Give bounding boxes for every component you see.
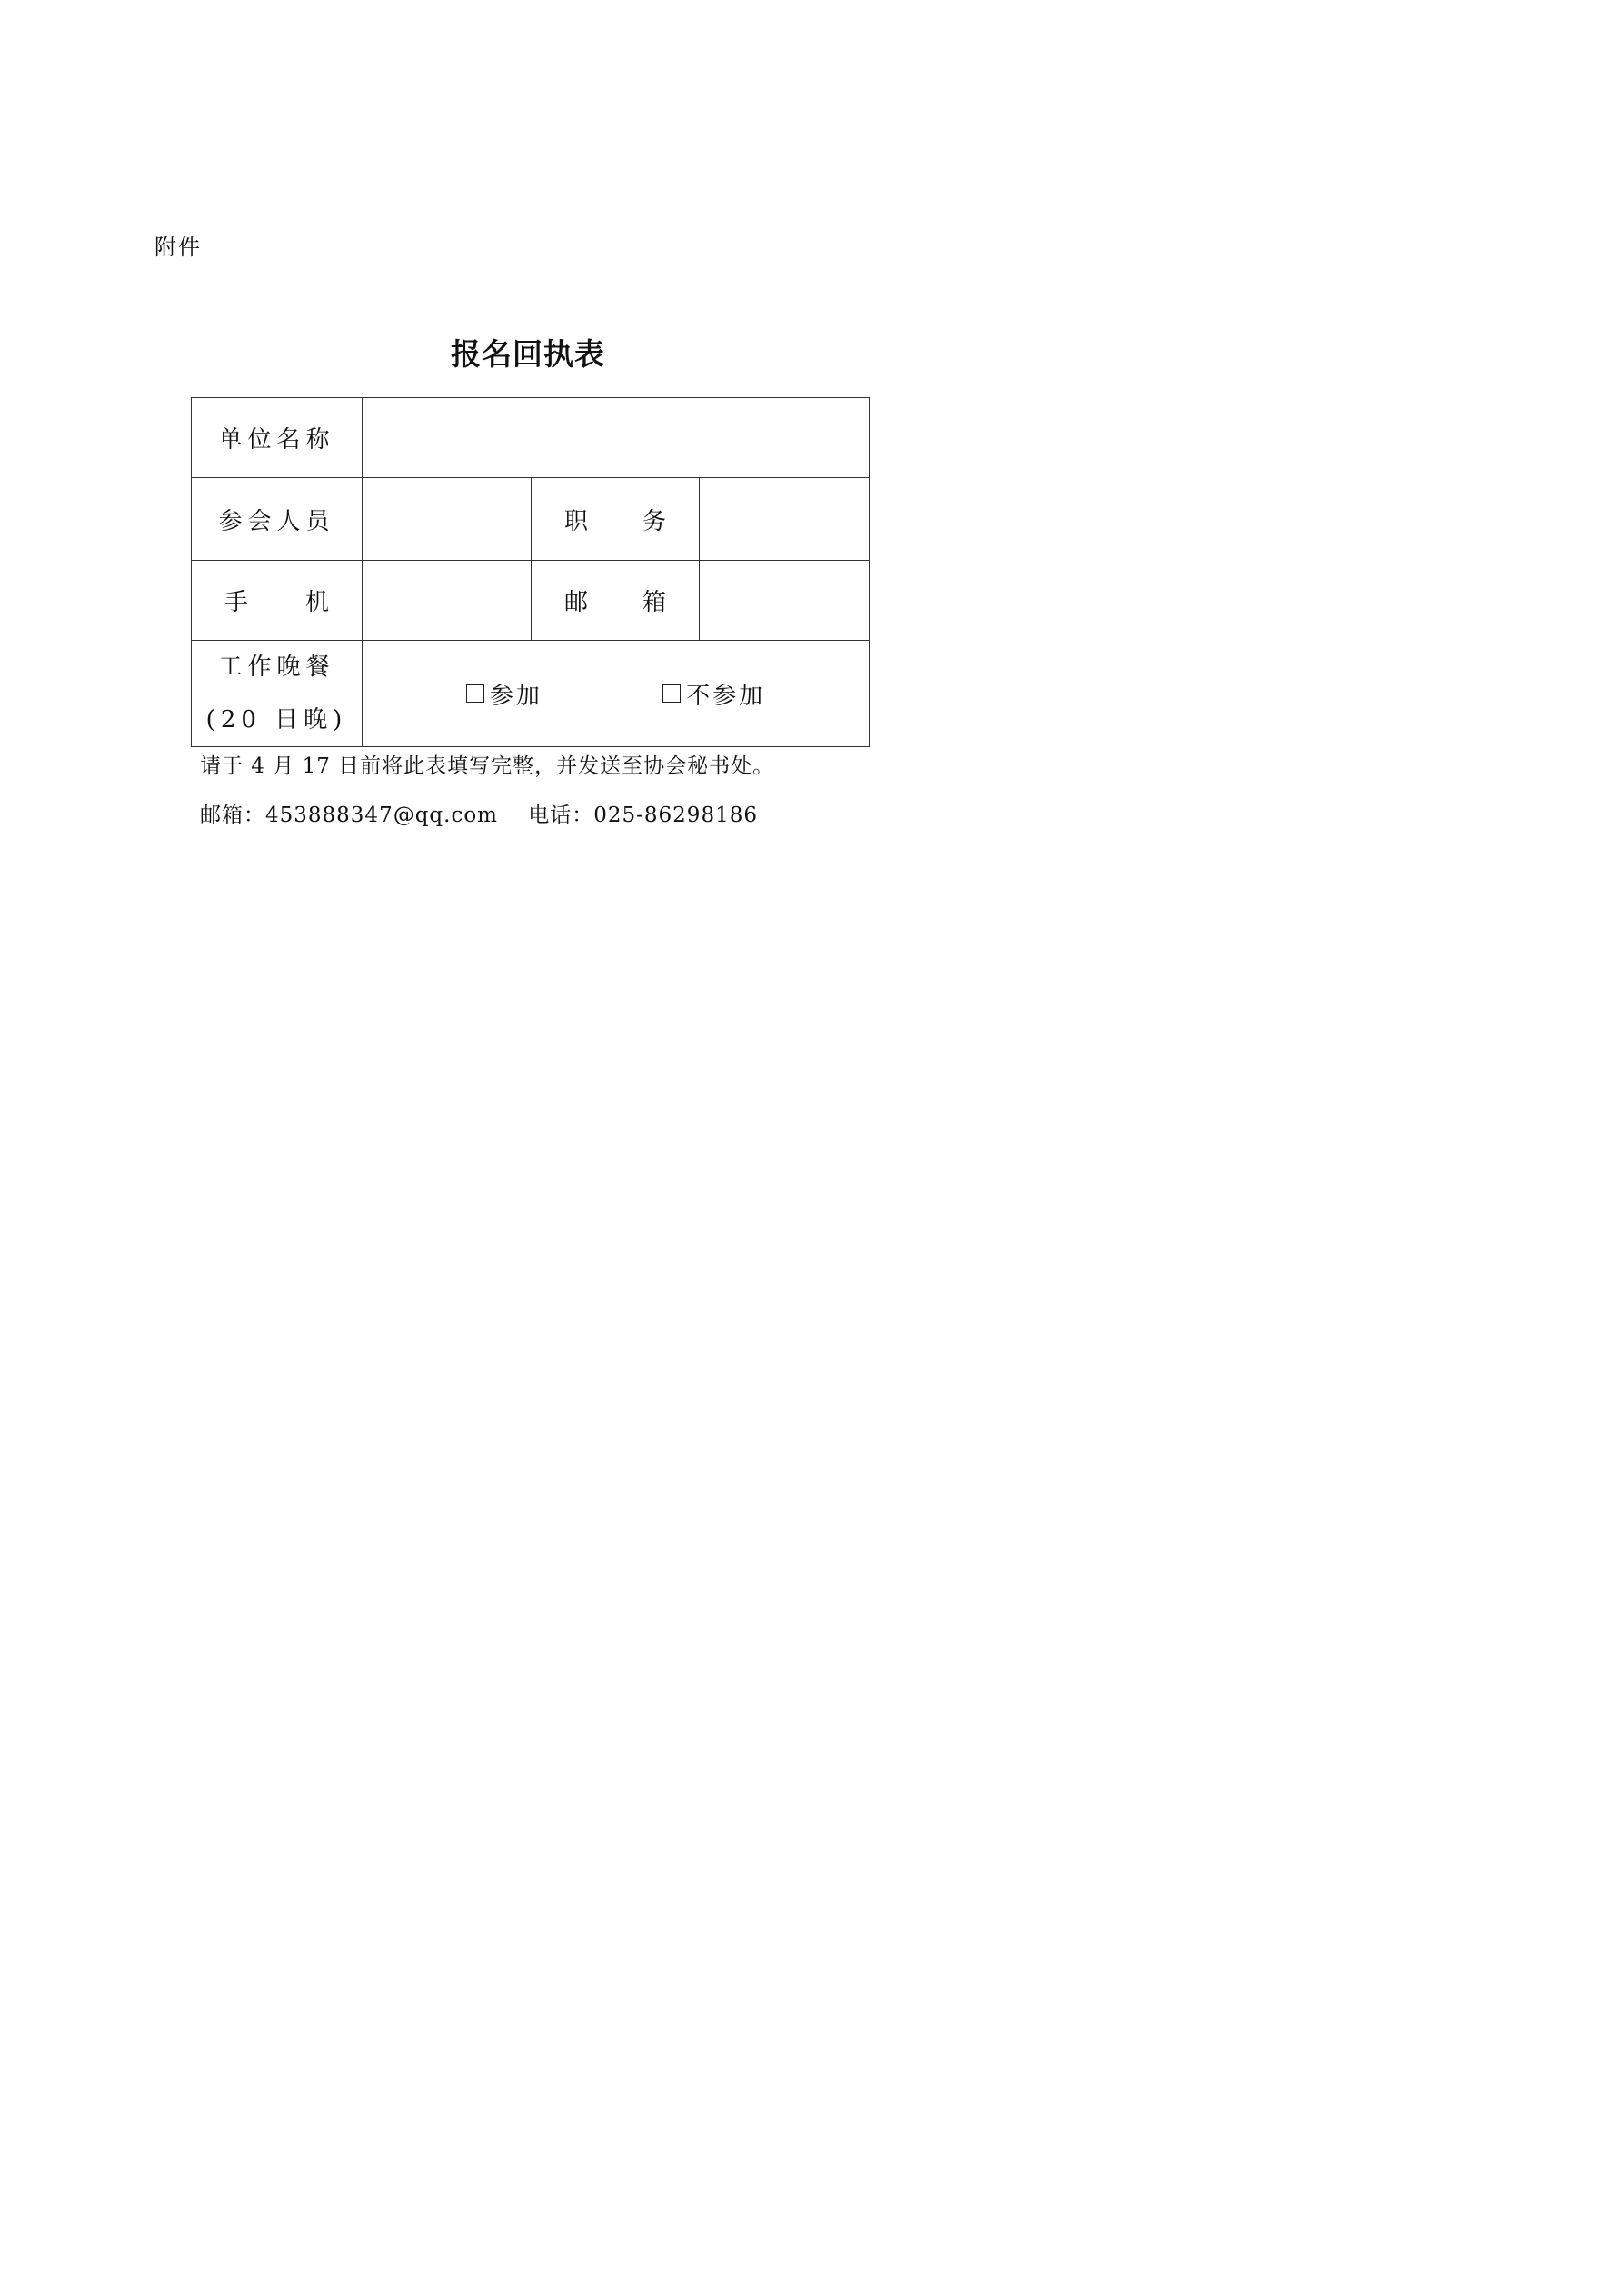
dinner-label-line1: 工作晚餐 [218,654,335,681]
row-attendee [192,478,870,561]
email-label-left: 邮 [564,589,589,616]
dinner-options-cell [363,641,870,747]
attendee-field[interactable] [363,478,532,561]
registration-form-table [191,397,870,747]
email-field[interactable] [700,561,870,641]
mobile-label-cell [192,561,363,641]
not-attend-checkbox[interactable] [662,684,681,703]
not-attend-option-label: 不参加 [686,682,766,710]
row-dinner [192,641,870,747]
mobile-label-left: 手 [224,589,249,616]
attend-option-label: 参加 [489,682,543,710]
position-label-cell [532,478,700,561]
attend-option[interactable] [466,677,543,711]
dinner-label-cell [192,641,363,747]
mobile-field[interactable] [363,561,532,641]
email-label-cell [532,561,700,641]
form-title: 报名回执表 [451,336,605,372]
dinner-label-line2: (20 日晚) [205,706,348,734]
attendee-label: 参会人员 [218,507,335,535]
deadline-note: 请于 4 月 17 日前将此表填写完整，并发送至协会秘书处。 [200,754,775,778]
mobile-label-right: 机 [304,589,329,616]
row-mobile-email [192,561,870,641]
position-field[interactable] [700,478,870,561]
attachment-label: 附件 [154,235,202,260]
unit-name-label: 单位名称 [218,426,335,454]
unit-name-field[interactable] [363,398,870,478]
attendee-label-cell [192,478,363,561]
email-label-right: 箱 [642,589,666,616]
position-label-left: 职 [564,507,589,535]
attend-checkbox[interactable] [466,684,484,703]
not-attend-option[interactable] [662,677,765,711]
unit-name-label-cell [192,398,363,478]
contact-note: 邮箱：453888347@qq.com 电话：025-86298186 [200,804,758,827]
row-unit-name [192,398,870,478]
position-label-right: 务 [642,507,666,535]
